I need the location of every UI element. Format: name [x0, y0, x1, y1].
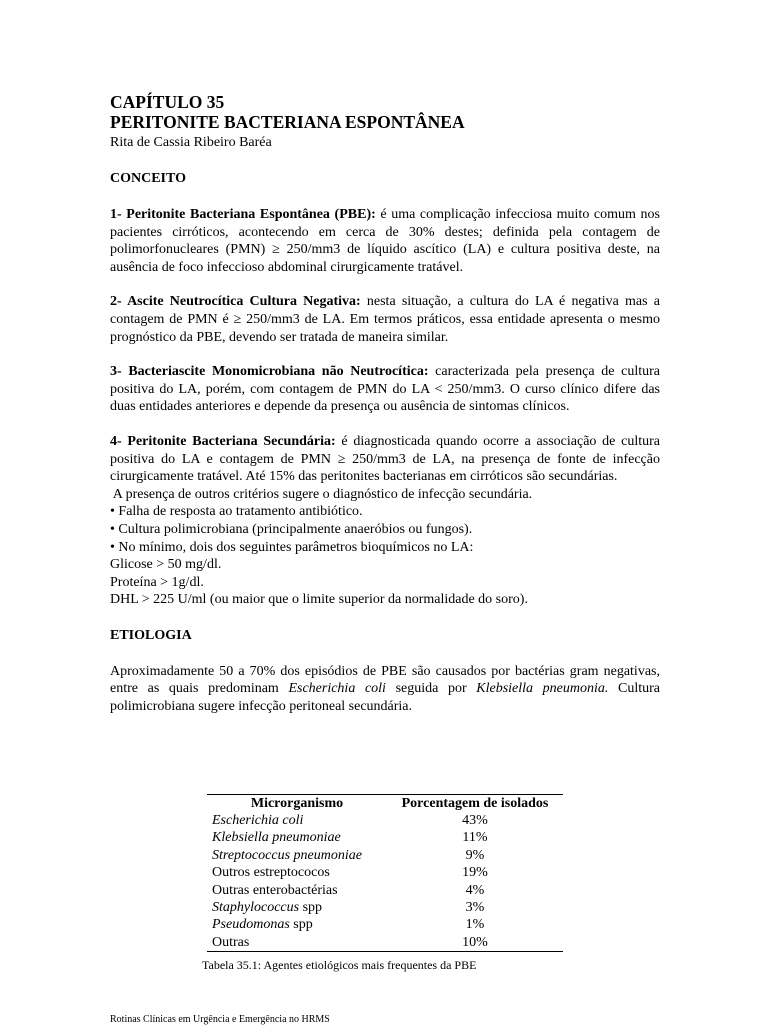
table-caption: Tabela 35.1: Agentes etiológicos mais frequentes da PBE	[202, 958, 477, 972]
organism-name: Escherichia coli	[288, 681, 386, 697]
definition-term: 2- Ascite Neutrocítica Cultura Negativa:	[110, 294, 361, 310]
organism-cell	[207, 847, 387, 864]
biochemical-param: DHL > 225 U/ml (ou maior que o limite superior da normalidade do soro).	[110, 592, 528, 608]
table-row	[207, 916, 563, 933]
table-header-row	[207, 795, 563, 813]
percentage-cell: 4%	[465, 882, 485, 898]
page-footer: Rotinas Clínicas em Urgência e Emergência no HRMS	[110, 1014, 330, 1025]
percentage-cell: 1%	[465, 917, 485, 933]
organism-name: Outros estreptococos	[212, 865, 330, 881]
etiology-text: seguida por	[385, 681, 477, 697]
definition-text: é diagnosticada quando ocorre a associação de cultura positiva do LA e contagem de PMN ≥ 250/mm3 de LA, na presença de fonte de infecção cirurgicamente tratável. Até 15% das peritonites bacterianas em cirróticos são secundárias.	[110, 433, 660, 485]
etiology-paragraph	[110, 663, 660, 716]
etiology-table	[207, 794, 563, 952]
organism-cell	[207, 934, 387, 952]
definition-paragraph	[110, 206, 660, 276]
table-row	[207, 812, 563, 829]
table-row	[207, 899, 563, 916]
organism-suffix: spp	[289, 917, 313, 933]
criteria-intro: A presença de outros critérios sugere o diagnóstico de infecção secundária.	[110, 486, 533, 502]
organism-cell	[207, 812, 387, 829]
organism-name: Outras enterobactérias	[212, 882, 338, 898]
organism-name: Staphylococcus	[212, 900, 300, 916]
etiology-text: Cultura polimicrobiana sugere infecção peritoneal secundária.	[110, 681, 661, 715]
percentage-cell: 19%	[462, 865, 488, 881]
author: Rita de Cassia Ribeiro Baréa	[110, 135, 272, 150]
criteria-bullet: • Falha de resposta ao tratamento antibiótico.	[110, 503, 660, 521]
organism-suffix: spp	[299, 900, 323, 916]
criteria-bullet: • Cultura polimicrobiana (principalmente anaeróbios ou fungos).	[110, 521, 660, 539]
column-header-percentage: Porcentagem de isolados	[401, 796, 549, 811]
criteria-bullet: • No mínimo, dois dos seguintes parâmetros bioquímicos no LA:	[110, 539, 660, 557]
percentage-cell: 11%	[462, 830, 488, 846]
definition-text: é uma complicação infecciosa muito comum nos pacientes cirróticos, acontecendo em cerca de 30% destes; definida pela contagem de polimorfonucleares (PMN) ≥ 250/mm3 de líquido ascítico (LA) e cultura positiva deste, na ausência de foco infeccioso abdominal cirurgicamente tratável.	[110, 207, 660, 275]
chapter-title: PERITONITE BACTERIANA ESPONTÂNEA	[110, 112, 465, 132]
definition-text: nesta situação, a cultura do LA é negativa mas a contagem de PMN é ≥ 250/mm3 de LA. Em termos práticos, essa entidade apresenta o mesmo prognóstico da PBE, devendo ser tratada de maneira similar.	[110, 294, 660, 345]
section-heading-etiologia: ETIOLOGIA	[110, 627, 192, 643]
percentage-cell: 3%	[465, 900, 485, 916]
table-row	[207, 829, 563, 846]
biochemical-param: Proteína > 1g/dl.	[110, 574, 204, 590]
definition-term: 3- Bacteriascite Monomicrobiana não Neutrocítica:	[110, 364, 429, 380]
table-row	[207, 882, 563, 899]
document-body	[110, 92, 660, 716]
organism-cell	[207, 882, 387, 899]
section-heading-conceito: CONCEITO	[110, 171, 186, 186]
organism-name: Pseudomonas	[212, 917, 290, 933]
table-row	[207, 864, 563, 881]
percentage-cell: 9%	[465, 847, 485, 863]
organism-name: Escherichia coli	[212, 813, 304, 828]
column-header-organism: Microrganismo	[250, 796, 344, 811]
definition-term: 4- Peritonite Bacteriana Secundária:	[110, 433, 336, 449]
table-row	[207, 934, 563, 952]
definition-paragraph	[110, 433, 660, 486]
etiology-text: Aproximadamente 50 a 70% dos episódios de PBE são causados por bactérias gram negativas, entre as quais predominam	[110, 663, 660, 697]
organism-name: Outras	[212, 934, 250, 950]
organism-name: Klebsiella pneumoniae	[212, 830, 341, 846]
biochemical-param: Glicose > 50 mg/dl.	[110, 557, 222, 573]
percentage-cell: 10%	[462, 934, 488, 950]
definition-paragraph	[110, 293, 660, 346]
organism-cell	[207, 899, 387, 916]
table-row	[207, 847, 563, 864]
organism-name: Streptococcus pneumoniae	[212, 847, 362, 863]
chapter-number: CAPÍTULO 35	[110, 92, 225, 112]
definition-paragraph	[110, 363, 660, 416]
percentage-cell: 43%	[462, 813, 488, 828]
organism-cell	[207, 829, 387, 846]
organism-name: Klebsiella pneumonia.	[476, 681, 609, 697]
organism-cell	[207, 916, 387, 933]
definition-term: 1- Peritonite Bacteriana Espontânea (PBE):	[110, 207, 376, 222]
definition-text: caracterizada pela presença de cultura positiva do LA, porém, com contagem de PMN do LA < 250/mm3. O curso clínico difere das duas entidades anteriores e depende da presença ou ausência de sintomas clínicos.	[110, 364, 660, 415]
organism-cell	[207, 864, 387, 881]
